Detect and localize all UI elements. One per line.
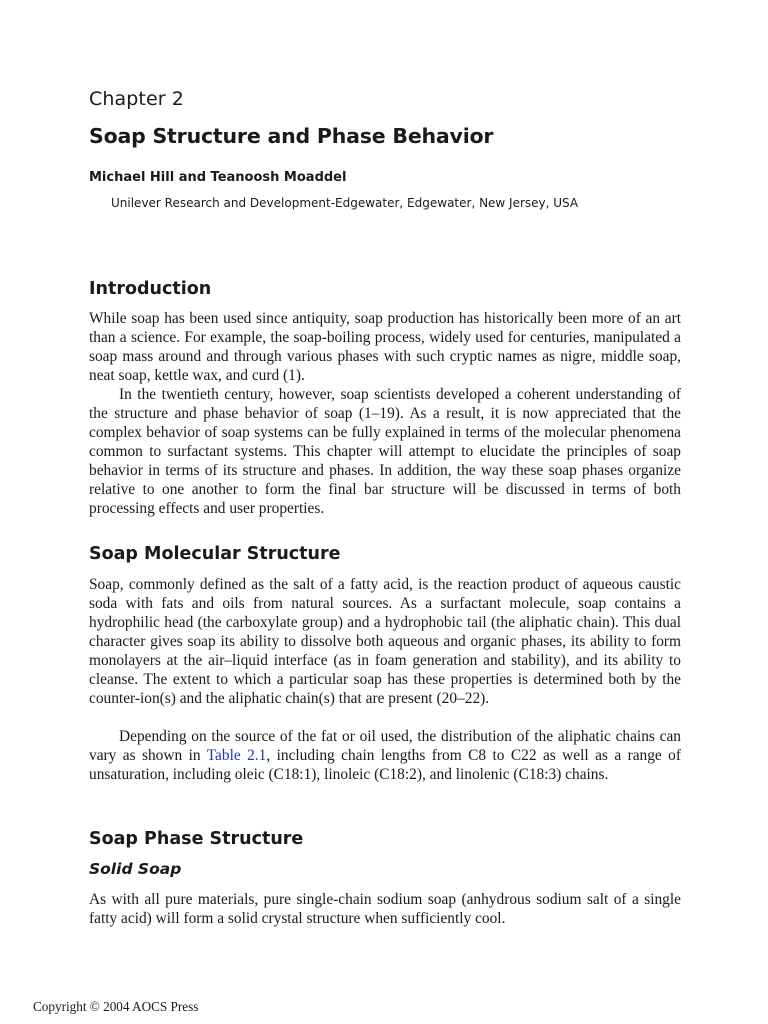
chapter-label: Chapter 2 xyxy=(89,88,184,110)
table-2-1-link[interactable]: Table 2.1 xyxy=(206,747,267,764)
affiliation: Unilever Research and Development-Edgewater, Edgewater, New Jersey, USA xyxy=(111,196,579,210)
introduction-heading: Introduction xyxy=(89,279,212,299)
paragraph-text: , including chain lengths from C8 to C22 as well as a range of unsaturation, including oleic (C18:1), linoleic (C18:2), and linolenic (C18:3) chains. xyxy=(89,747,681,783)
solid-soap-paragraph: As with all pure materials, pure single-chain sodium soap (anhydrous sodium salt of a single fatty acid) will form a solid crystal structure when sufficiently cool. xyxy=(89,891,681,927)
authors: Michael Hill and Teanoosh Moaddel xyxy=(89,170,347,185)
solid-soap-subheading: Solid Soap xyxy=(89,860,182,878)
molecular-structure-heading: Soap Molecular Structure xyxy=(89,544,341,564)
paragraph-text: Depending on the source of the fat or oil used, the distribution of the aliphatic chains can vary as shown in xyxy=(89,728,681,764)
copyright-footer: Copyright © 2004 AOCS Press xyxy=(33,999,199,1014)
molecular-structure-paragraph-1: Soap, commonly defined as the salt of a fatty acid, is the reaction product of aqueous caustic soda with fats and oils from natural sources. As a surfactant molecule, soap contains a hydrophilic head (the carboxylate group) and a hydrophobic tail (the aliphatic chain). This dual character gives soap its ability to dissolve both aqueous and organic phases, its ability to form monolayers at the air–liquid interface (as in foam generation and stability), and its ability to cleanse. The extent to which a particular soap has these properties is determined both by the counter-ion(s) and the aliphatic chain(s) that are present (20–22). xyxy=(89,576,681,707)
phase-structure-heading: Soap Phase Structure xyxy=(89,829,304,849)
chapter-title: Soap Structure and Phase Behavior xyxy=(89,124,494,148)
introduction-paragraph-1: While soap has been used since antiquity, soap production has historically been more of an art than a science. For example, the soap-boiling process, widely used for centuries, manipulated a soap mass around and through various phases with such cryptic names as nigre, middle soap, neat soap, kettle wax, and curd (1). xyxy=(89,310,681,384)
introduction-paragraph-2: In the twentieth century, however, soap scientists developed a coherent understanding of the structure and phase behavior of soap (1–19). As a result, it is now appreciated that the complex behavior of soap systems can be fully explained in terms of the molecular phenomena common to surfactant systems. This chapter will attempt to elucidate the principles of soap behavior in terms of its structure and phases. In addition, the way these soap phases organize relative to one another to form the final bar structure will be discussed in terms of both processing effects and user properties. xyxy=(89,386,681,517)
molecular-structure-paragraph-2 xyxy=(89,727,681,784)
